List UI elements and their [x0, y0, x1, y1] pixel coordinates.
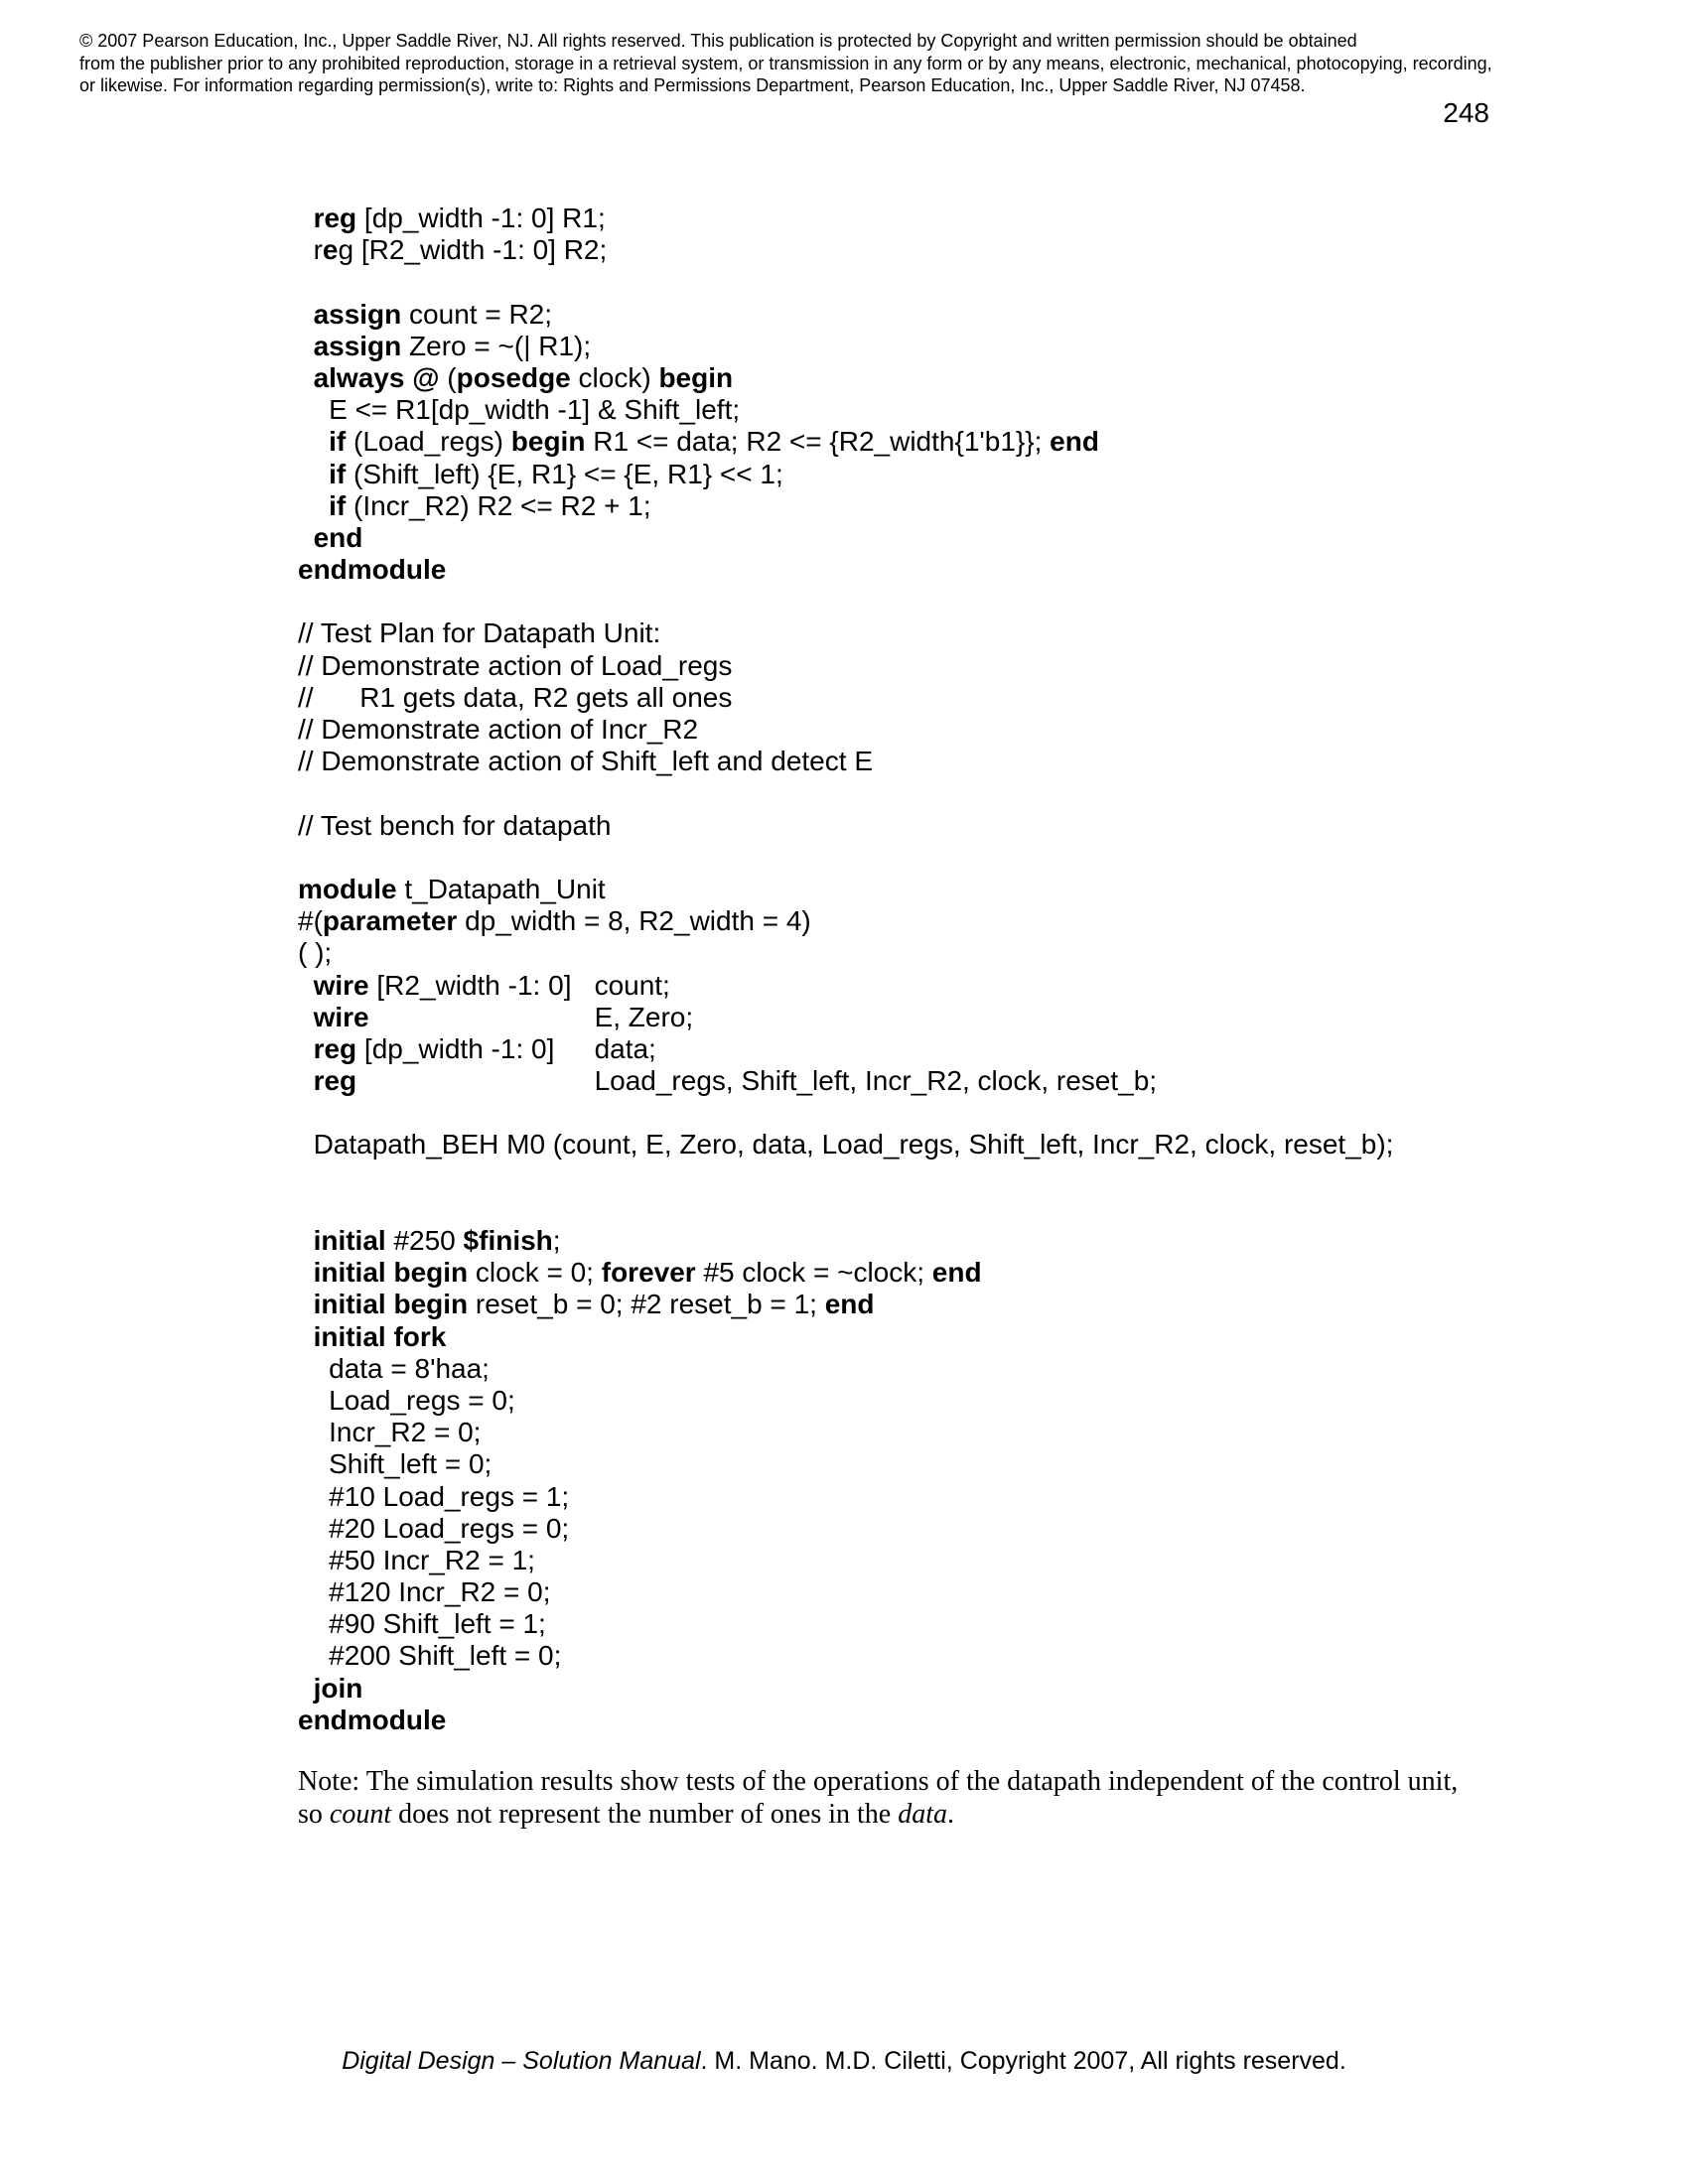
- code-line: assign count = R2;: [313, 298, 553, 330]
- code-line: #(parameter dp_width = 8, R2_width = 4): [298, 905, 811, 937]
- page-footer: [0, 2047, 1688, 2076]
- blank-line: [298, 1097, 1589, 1129]
- note-line: so count does not represent the number of ones in the data.: [298, 1799, 954, 1830]
- copyright-line: © 2007 Pearson Education, Inc., Upper Saddle River, NJ. All rights reserved. This publication is protected by Copyright and written permission should be obtained: [79, 31, 1357, 51]
- code-line: if (Shift_left) {E, R1} <= {E, R1} << 1;: [329, 458, 783, 489]
- code-line: module t_Datapath_Unit: [298, 873, 606, 904]
- fork-line: Load_regs = 0;: [329, 1384, 515, 1416]
- fork-line: data = 8'haa;: [329, 1352, 490, 1384]
- code-line: initial begin reset_b = 0; #2 reset_b = 1; end: [313, 1289, 875, 1320]
- simulation-note: [298, 1765, 1609, 1831]
- copyright-line: from the publisher prior to any prohibited reproduction, storage in a retrieval system, or transmission in any form or by any means, electronic, mechanical, photocopying, recording,: [79, 53, 1492, 73]
- declaration-line: reg Load_regs, Shift_left, Incr_R2, clock, reset_b;: [313, 1065, 1158, 1097]
- code-line: E <= R1[dp_width -1] & Shift_left;: [329, 394, 741, 426]
- code-line: ( );: [298, 937, 333, 969]
- copyright-line: or likewise. For information regarding permission(s), write to: Rights and Permissions Department, Pearson Education, Inc., Upper Saddle River, NJ 07458.: [79, 75, 1306, 95]
- verilog-code-listing: [298, 203, 1589, 1736]
- copyright-notice: [79, 30, 1628, 97]
- comment-line: // Test Plan for Datapath Unit:: [298, 617, 661, 649]
- comment-line: // R1 gets data, R2 gets all ones: [298, 681, 733, 713]
- code-line: initial #250 $finish;: [313, 1225, 561, 1256]
- code-line: always @ (posedge clock) begin: [313, 361, 734, 393]
- fork-line: #90 Shift_left = 1;: [329, 1608, 546, 1640]
- code-line: endmodule: [298, 1704, 447, 1735]
- fork-line: #120 Incr_R2 = 0;: [329, 1576, 551, 1608]
- blank-line: [298, 1193, 1589, 1225]
- code-line: join: [313, 1672, 363, 1704]
- code-line: reg [dp_width -1: 0] R1;: [313, 203, 606, 233]
- code-line: end: [313, 521, 363, 553]
- fork-line: #200 Shift_left = 0;: [329, 1640, 562, 1672]
- declaration-line: reg [dp_width -1: 0] data;: [313, 1032, 656, 1064]
- fork-line: Shift_left = 0;: [329, 1448, 492, 1480]
- comment-line: // Demonstrate action of Load_regs: [298, 649, 733, 681]
- note-line: Note: The simulation results show tests of the operations of the datapath independent of the control unit,: [298, 1766, 1459, 1797]
- fork-line: #50 Incr_R2 = 1;: [329, 1544, 535, 1575]
- code-line: endmodule: [298, 554, 447, 586]
- blank-line: [298, 1161, 1589, 1193]
- comment-line: // Demonstrate action of Shift_left and detect E: [298, 746, 873, 777]
- footer-title: Digital Design – Solution Manual: [342, 2047, 701, 2075]
- code-line: if (Incr_R2) R2 <= R2 + 1;: [329, 489, 651, 521]
- blank-line: [298, 842, 1589, 874]
- declaration-line: wire [R2_width -1: 0] count;: [313, 969, 670, 1001]
- comment-line: // Test bench for datapath: [298, 809, 612, 841]
- blank-line: [298, 586, 1589, 617]
- comment-line: // Demonstrate action of Incr_R2: [298, 714, 699, 745]
- blank-line: [298, 266, 1589, 298]
- code-line: Datapath_BEH M0 (count, E, Zero, data, Load_regs, Shift_left, Incr_R2, clock, reset_b);: [313, 1129, 1394, 1160]
- code-line: initial fork: [313, 1320, 447, 1352]
- page-number: 248: [1443, 97, 1489, 128]
- code-line: reg [R2_width -1: 0] R2;: [313, 234, 608, 266]
- code-line: initial begin clock = 0; forever #5 clock = ~clock; end: [313, 1257, 982, 1289]
- code-line: if (Load_regs) begin R1 <= data; R2 <= {R2_width{1'b1}}; end: [329, 426, 1099, 458]
- code-line: assign Zero = ~(| R1);: [313, 330, 592, 361]
- fork-line: #10 Load_regs = 1;: [329, 1480, 570, 1512]
- fork-line: Incr_R2 = 0;: [329, 1417, 482, 1448]
- declaration-line: wire E, Zero;: [313, 1001, 694, 1032]
- footer-credits: . M. Mano. M.D. Ciletti, Copyright 2007, All rights reserved.: [700, 2047, 1346, 2075]
- blank-line: [298, 777, 1589, 809]
- fork-line: #20 Load_regs = 0;: [329, 1512, 570, 1544]
